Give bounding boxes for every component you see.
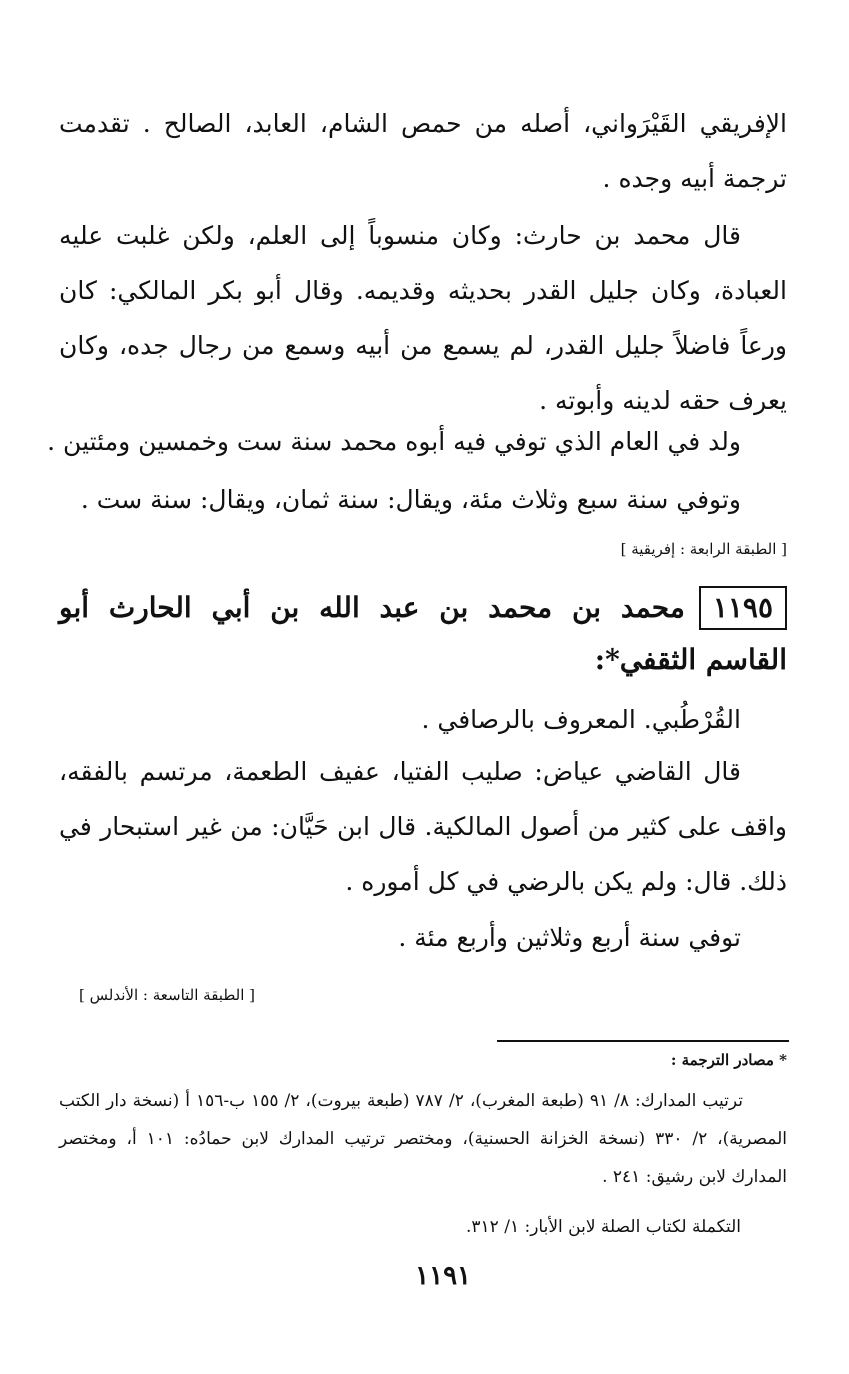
paragraph-continuation: الإفريقي القَيْرَواني، أصله من حمص الشام، العابد، الصالح . تقدمت ترجمة أبيه وجده . <box>59 109 787 193</box>
page-number: ١١٩١ <box>415 1261 471 1291</box>
tabaqa-label-ifriqiya: [ الطبقة الرابعة : إفريقية ] <box>620 540 787 558</box>
paragraph-birth: ولد في العام الذي توفي فيه أبوه محمد سنة ست وخمسين ومئتين . <box>47 427 741 456</box>
paragraph-nisba: القُرْطُبي. المعروف بالرصافي . <box>421 705 741 734</box>
footnote-separator <box>497 1040 789 1042</box>
tabaqa-label-andalus: [ الطبقة التاسعة : الأندلس ] <box>79 986 255 1004</box>
paragraph-death-date: توفي سنة أربع وثلاثين وأربع مئة . <box>398 923 741 952</box>
footnote-sources: ترتيب المدارك: ٨/ ٩١ (طبعة المغرب)، ٢/ ٧٨٧ (طبعة بيروت)، ٢/ ١٥٥ ب-١٥٦ أ (نسخة دار الكتب المصرية)، ٢/ ٣٣٠ (نسخة الخزانة الحسنية)، ومختصر ترتيب المدارك لابن حمادُه: ١٠١ أ، ومختصر المدارك لابن رشيق: ٢٤١ . <box>59 1091 787 1187</box>
footnote-takmila: التكملة لكتاب الصلة لابن الأبار: ١/ ٣١٢. <box>465 1217 741 1237</box>
paragraph-ibn-harith-quote: قال محمد بن حارث: وكان منسوباً إلى العلم، ولكن غلبت عليه العبادة، وكان جليل القدر بحديثه وقديمه. وقال أبو بكر المالكي: كان ورعاً فاضلاً جليل القدر، لم يسمع من أبيه وسمع من رجال جده، وكان يعرف حقه لدينه وأبوته . <box>59 221 787 415</box>
entry-name: محمد بن محمد بن عبد الله بن أبي الحارث أبو القاسم الثقفي*: <box>59 591 787 676</box>
paragraph-death: وتوفي سنة سبع وثلاث مئة، ويقال: سنة ثمان، ويقال: سنة ست . <box>80 485 741 514</box>
footnote-heading: * مصادر الترجمة : <box>670 1051 787 1069</box>
paragraph-iyad-quote: قال القاضي عياض: صليب الفتيا، عفيف الطعمة، مرتسم بالفقه، واقف على كثير من أصول المالكية. قال ابن حَيَّان: من غير استبحار في ذلك. قال: ولم يكن بالرضي في كل أموره . <box>59 757 787 896</box>
entry-number-box: ١١٩٥ <box>699 586 787 630</box>
entry-heading <box>59 582 787 686</box>
